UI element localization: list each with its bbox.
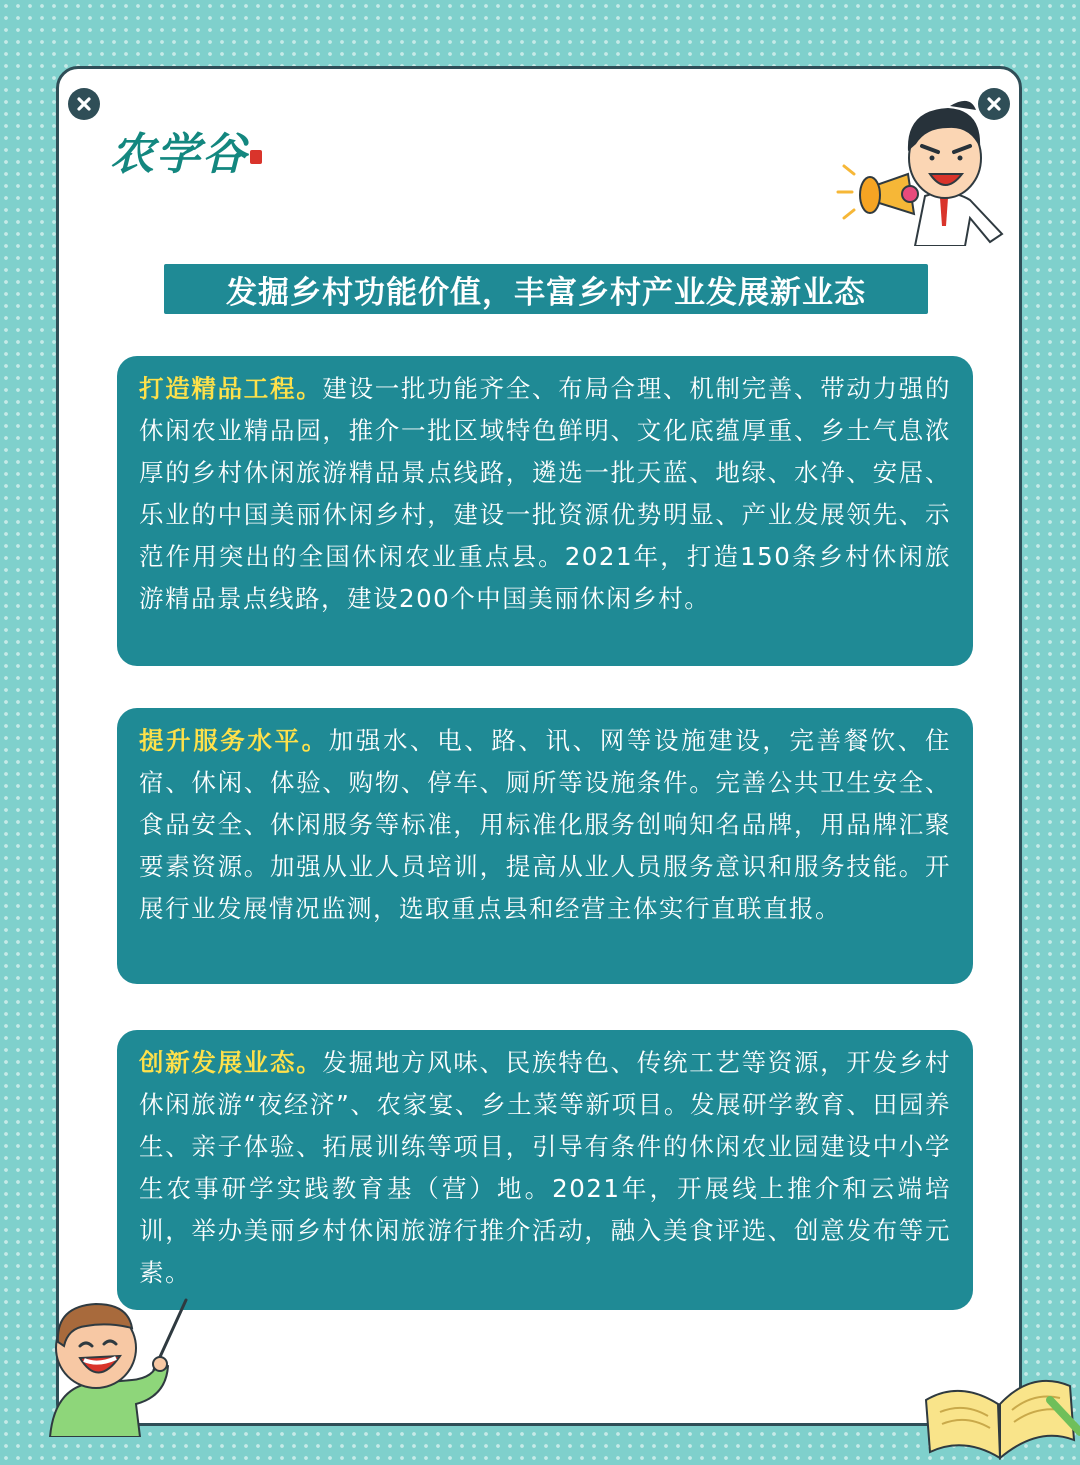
section-lead: 创新发展业态。: [139, 1048, 323, 1077]
section-body: 加强水、电、路、讯、网等设施建设，完善餐饮、住宿、休闲、体验、购物、停车、厕所等设施条件。完善公共卫生安全、食品安全、休闲服务等标准，用标准化服务创响知名品牌，用品牌汇聚要素资源。加强从业人员培训，提高从业人员服务意识和服务技能。开展行业发展情况监测，选取重点县和经营主体实行直联直报。: [139, 726, 952, 923]
close-icon: [74, 94, 94, 114]
section-lead: 提升服务水平。: [139, 726, 329, 755]
teacher-pointer-illustration: [36, 1292, 196, 1437]
section-body: 建设一批功能齐全、布局合理、机制完善、带动力强的休闲农业精品园，推介一批区域特色鲜明、文化底蕴厚重、乡土气息浓厚的乡村休闲旅游精品景点线路，遴选一批天蓝、地绿、水净、安居、乐业的中国美丽休闲乡村，建设一批资源优势明显、产业发展领先、示范作用突出的全国休闲农业重点县。2021年，打造150条乡村休闲旅游精品景点线路，建设200个中国美丽休闲乡村。: [139, 374, 952, 613]
open-book-illustration: [920, 1340, 1080, 1460]
section-panel: [117, 356, 973, 666]
brand-logo: 农学谷: [110, 129, 248, 180]
section-lead: 打造精品工程。: [139, 374, 323, 403]
section-panel: [117, 708, 973, 984]
page-title: 发掘乡村功能价值，丰富乡村产业发展新业态: [226, 274, 866, 311]
section-body: 发掘地方风味、民族特色、传统工艺等资源，开发乡村休闲旅游“夜经济”、农家宴、乡土菜等新项目。发展研学教育、田园养生、亲子体验、拓展训练等项目，引导有条件的休闲农业园建设中小学生农事研学实践教育基（营）地。2021年，开展线上推介和云端培训，举办美丽乡村休闲旅游行推介活动，融入美食评选、创意发布等元素。: [139, 1048, 952, 1287]
close-icon-left[interactable]: [68, 88, 100, 120]
page-title-bar: [164, 264, 928, 314]
logo-seal: [250, 150, 262, 164]
megaphone-man-illustration: [830, 96, 1015, 246]
section-panel: [117, 1030, 973, 1310]
